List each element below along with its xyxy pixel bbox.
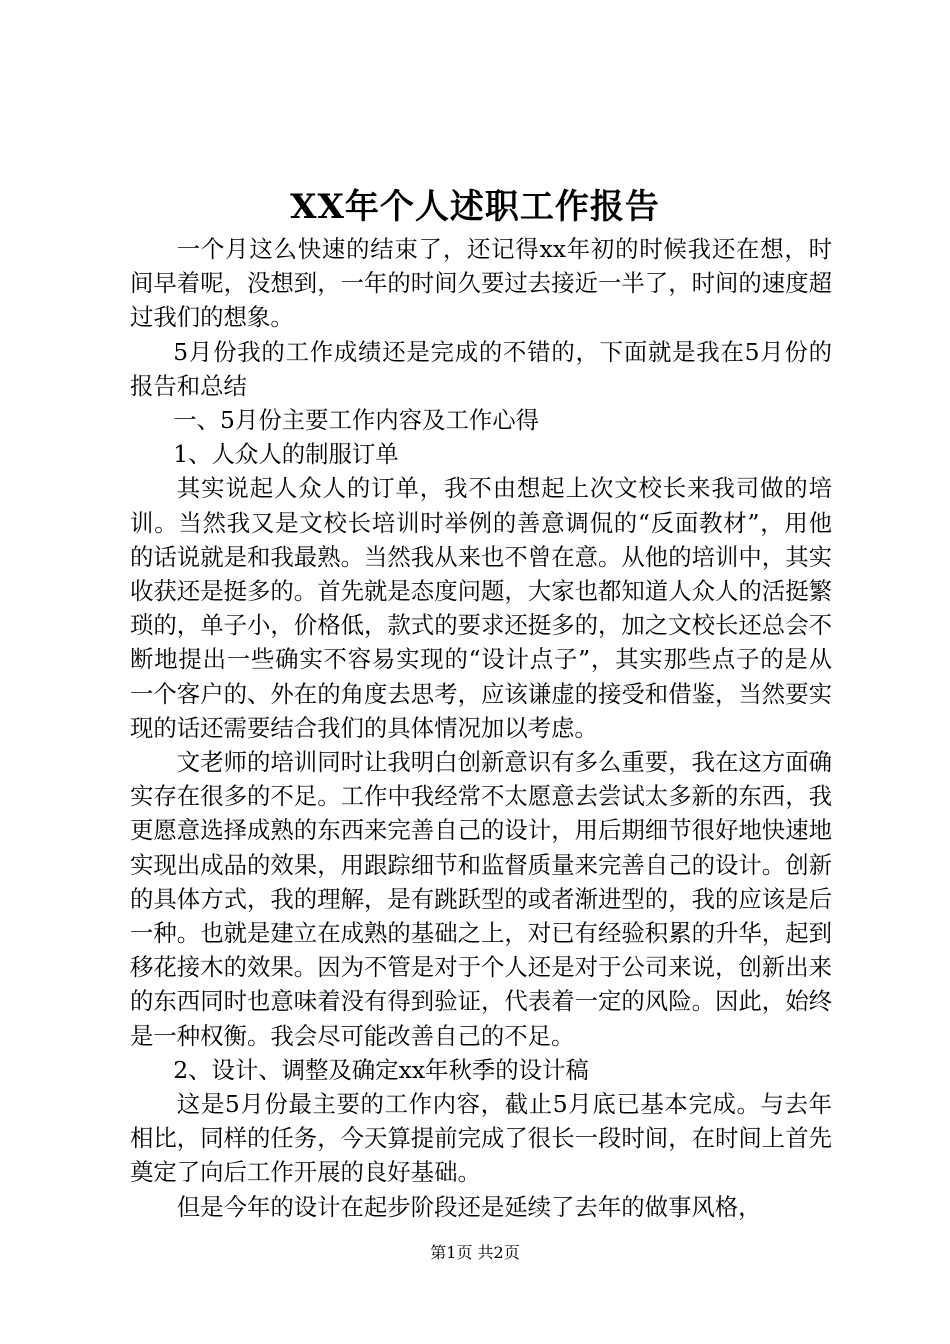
paragraph-intro: 一个月这么快速的结束了，还记得xx年初的时候我还在想，时间早着呢，没想到，一年的时间久要过去接近一半了，时间的速度超过我们的想象。 <box>130 235 832 332</box>
paragraph-may-summary: 5月份我的工作成绩还是完成的不错的，下面就是我在5月份的报告和总结 <box>130 337 832 400</box>
page-number: 第1页 共2页 <box>430 1243 520 1262</box>
document-title: XX年个人述职工作报告 <box>290 187 660 227</box>
paragraph-uniform-order: 其实说起人众人的订单，我不由想起上次文校长来我司做的培训。当然我又是文校长培训时举例的善意调侃的“反面教材”，用他的话说就是和我最熟。当然我从来也不曾在意。从他的培训中，其实收获还是挺多的。首先就是态度问题，大家也都知道人众人的活挺繁琐的，单子小，价格低，款式的要求还挺多的，加之文校长还总会不断地提出一些确实不容易实现的“设计点子”，其实那些点子的是从一个客户的、外在的角度去思考，应该谦虚的接受和借鉴，当然要实现的话还需要结合我们的具体情况加以考虑。 <box>130 474 832 742</box>
paragraph-design-style: 但是今年的设计在起步阶段还是延续了去年的做事风格， <box>176 1192 762 1221</box>
paragraph-innovation: 文老师的培训同时让我明白创新意识有多么重要，我在这方面确实存在很多的不足。工作中我经常不太愿意去尝试太多新的东西，我更愿意选择成熟的东西来完善自己的设计，用后期细节很好地快速地实现出成品的效果，用跟踪细节和监督质量来完善自己的设计。创新的具体方式，我的理解，是有跳跃型的或者渐进型的，我的应该是后一种。也就是建立在成熟的基础之上，对已有经验积累的升华，起到移花接木的效果。因为不管是对于个人还是对于公司来说，创新出来的东西同时也意味着没有得到验证，代表着一定的风险。因此，始终是一种权衡。我会尽可能改善自己的不足。 <box>130 748 832 1050</box>
paragraph-design-progress: 这是5月份最主要的工作内容，截止5月底已基本完成。与去年相比，同样的任务，今天算提前完成了很长一段时间，在时间上首先奠定了向后工作开展的良好基础。 <box>130 1090 832 1187</box>
document-body <box>130 232 832 1224</box>
section-heading-main-work: 一、5月份主要工作内容及工作心得 <box>173 406 540 435</box>
subsection-heading-design-draft: 2、设计、调整及确定xx年秋季的设计稿 <box>173 1055 589 1084</box>
subsection-heading-uniform-order: 1、人众人的制服订单 <box>173 440 399 469</box>
